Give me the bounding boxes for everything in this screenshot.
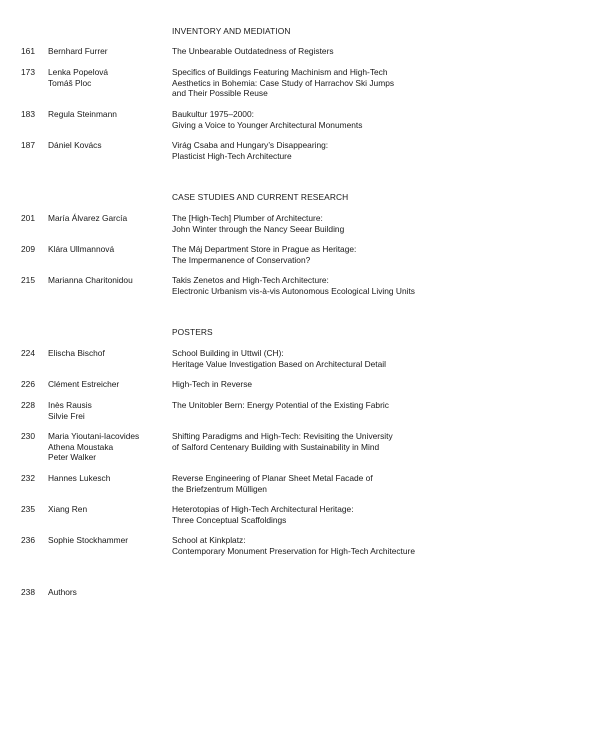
entry-authors <box>48 109 163 120</box>
title-line: Three Conceptual Scaffoldings <box>172 514 287 525</box>
author-name: Tomáš Ploc <box>48 77 92 88</box>
page-number: 228 <box>21 400 35 410</box>
entry-title <box>172 379 472 390</box>
section-heading: INVENTORY AND MEDIATION <box>172 26 291 36</box>
title-line: School at Kinkplatz: <box>172 535 246 545</box>
author-name: Silvie Frei <box>48 410 85 421</box>
title-line: The Máj Department Store in Prague as Heritage: <box>172 244 357 254</box>
page-number: 201 <box>21 213 35 223</box>
section-heading: POSTERS <box>172 327 213 337</box>
section-heading: CASE STUDIES AND CURRENT RESEARCH <box>172 192 349 202</box>
page-number: 224 <box>21 348 35 358</box>
page-number: 161 <box>21 46 35 56</box>
authors-label: Authors <box>48 587 77 597</box>
entry-title <box>172 275 472 296</box>
page-number: 235 <box>21 504 35 514</box>
entry-title <box>172 244 472 265</box>
author-name: Xiang Ren <box>48 504 88 514</box>
title-line: Specifics of Buildings Featuring Machinism and High-Tech <box>172 67 388 77</box>
page-number: 173 <box>21 67 35 77</box>
entry-title <box>172 67 472 99</box>
entry-title <box>172 431 472 452</box>
author-name: Regula Steinmann <box>48 109 117 119</box>
title-line: Takis Zenetos and High-Tech Architecture: <box>172 275 329 285</box>
title-line: John Winter through the Nancy Seear Building <box>172 223 345 234</box>
title-line: Reverse Engineering of Planar Sheet Metal Facade of <box>172 473 373 483</box>
entry-title <box>172 504 472 525</box>
entry-authors <box>48 431 163 463</box>
entry-authors <box>48 46 163 57</box>
entry-title <box>172 109 472 130</box>
page-number: 209 <box>21 244 35 254</box>
entry-authors <box>48 244 163 255</box>
title-line: Virág Csaba and Hungary’s Disappearing: <box>172 140 329 150</box>
author-name: Inès Rausis <box>48 400 92 410</box>
title-line: Shifting Paradigms and High-Tech: Revisiting the University <box>172 431 393 441</box>
author-name: Athena Moustaka <box>48 441 114 452</box>
title-line: the Briefzentrum Mülligen <box>172 483 267 494</box>
entry-title <box>172 140 472 161</box>
page-number: 183 <box>21 109 35 119</box>
entry-authors <box>48 504 163 515</box>
page-number: 232 <box>21 473 35 483</box>
author-name: Peter Walker <box>48 452 97 463</box>
author-name: Lenka Popelová <box>48 67 109 77</box>
page-number: 238 <box>21 587 35 597</box>
entry-authors <box>48 140 163 151</box>
title-line: The [High-Tech] Plumber of Architecture: <box>172 213 323 223</box>
title-line: Baukultur 1975–2000: <box>172 109 254 119</box>
title-line: High-Tech in Reverse <box>172 379 253 389</box>
title-line: Electronic Urbanism vis-à-vis Autonomous Ecological Living Units <box>172 285 415 296</box>
author-name: Dániel Kovács <box>48 140 102 150</box>
page-number: 215 <box>21 275 35 285</box>
title-line: Heritage Value Investigation Based on Architectural Detail <box>172 358 386 369</box>
entry-title <box>172 46 472 57</box>
author-name: Klára Ullmannová <box>48 244 115 254</box>
author-name: Maria Yioutani-Iacovides <box>48 431 140 441</box>
author-name: Elischa Bischof <box>48 348 105 358</box>
author-name: Sophie Stockhammer <box>48 535 129 545</box>
entry-authors <box>48 213 163 224</box>
author-name: Hannes Lukesch <box>48 473 111 483</box>
title-line: The Unbearable Outdatedness of Registers <box>172 46 334 56</box>
entry-title <box>172 348 472 369</box>
title-line: of Salford Centenary Building with Sustainability in Mind <box>172 441 380 452</box>
entry-authors <box>48 275 163 286</box>
entry-authors <box>48 400 163 421</box>
title-line: Heterotopias of High-Tech Architectural Heritage: <box>172 504 354 514</box>
title-line: School Building in Uttwil (CH): <box>172 348 284 358</box>
author-name: Clément Estreicher <box>48 379 120 389</box>
title-line: The Impermanence of Conservation? <box>172 254 311 265</box>
title-line: Aesthetics in Bohemia: Case Study of Harrachov Ski Jumps <box>172 77 395 88</box>
page-number: 230 <box>21 431 35 441</box>
title-line: and Their Possible Reuse <box>172 88 268 99</box>
entry-title <box>172 213 472 234</box>
author-name: Marianna Charitonidou <box>48 275 133 285</box>
entry-authors <box>48 67 163 88</box>
entry-title <box>172 400 472 411</box>
entry-authors <box>48 379 163 390</box>
title-line: Plasticist High-Tech Architecture <box>172 150 292 161</box>
title-line: Contemporary Monument Preservation for High-Tech Architecture <box>172 545 415 556</box>
page-number: 226 <box>21 379 35 389</box>
page-number: 236 <box>21 535 35 545</box>
title-line: Giving a Voice to Younger Architectural Monuments <box>172 119 363 130</box>
entry-title <box>172 473 472 494</box>
entry-label <box>48 587 163 598</box>
title-line: The Unitobler Bern: Energy Potential of the Existing Fabric <box>172 400 389 410</box>
entry-authors <box>48 535 163 546</box>
entry-authors <box>48 348 163 359</box>
page-number: 187 <box>21 140 35 150</box>
entry-title <box>172 535 472 556</box>
entry-authors <box>48 473 163 484</box>
author-name: Bernhard Furrer <box>48 46 108 56</box>
author-name: María Álvarez García <box>48 213 128 223</box>
